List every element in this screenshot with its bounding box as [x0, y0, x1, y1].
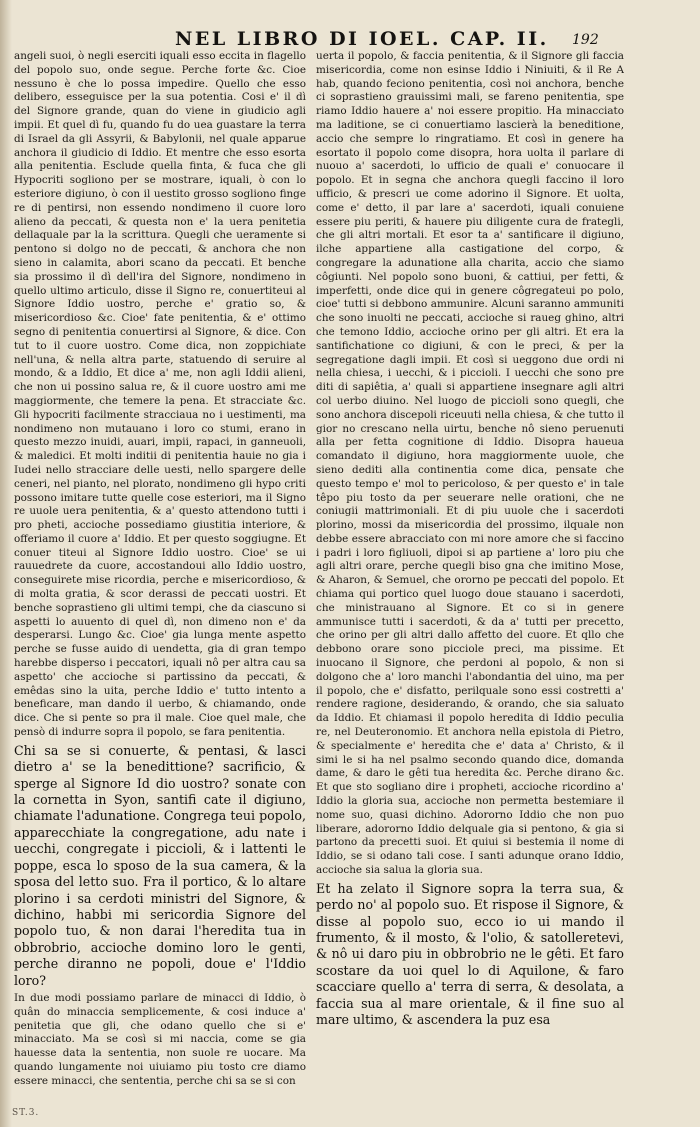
- commentary-paragraph: uerta il popolo, & faccia penitentia, & il Signore gli faccia misericordia, come non esinse Iddio i Niniuiti, & il Re A hab, quando feciono penitentia, così noi anchora, benche ci soprastieno grauissimi mali, se fareno penitentia, spe riamo Iddio hauere a' noi essere propitio. Ha minacciato ma laditione, se ci conuertiamo lascierà la beneditione, accio che sempre lo ringratiamo. Et così in genere ha esortato il popolo come disopra, hora uolta il parlare di nuouo a' sacerdoti, lo ufficio de quali e' conuocare il popolo. Et in segna che anchora quegli faccino il loro ufficio, & prescri ue come adorino il Signore. Et uolta, come e' detto, il par lare a' sacerdoti, iquali conuiene essere piu periti, & hauere piu diligente cura de frategli, che gli altri mortali. Et esor ta a' santificare il digiuno, ilche appartiene alla castigatione del corpo, & congregare la adunatione alla charita, accio che siamo côgiunti. Nel popolo sono buoni, & cattiui, per fetti, & imperfetti, onde dice qui in genere côgregateui po polo, cioe' tutti si debbono ammunire. Alcuni saranno ammuniti che sono inuolti ne peccati, accioche si raueg ghino, altri che temono Iddio, accioche orino per gli altri. Et era la santifichatione co digiuni, & con le preci, & per la segregatione dagli impii. Et così si ueggono due ordi ni nella chiesa, i uecchi, & i piccioli. I uecchi che sono pre diti di sapiêtia, a' quali si appartiene insegnare agli altri col uerbo diuino. Nel luogo de piccioli sono quegli, che sono anchora discepoli riceuuti nella chiesa, & che tutto il gior no crescano nella uirtu, benche nô sieno peruenuti alla per fetta cognitione di Iddio. Disopra haueua comandato il digiuno, hora maggiormente uuole, che sieno dediti alla continentia come dica, pensate che questo tempo e' mol to pericoloso, & per questo e' in tale têpo piu tosto da per seuerare nelle orationi, che ne coniugii mattrimoniali. Et di piu uuole che i sacerdoti plorino, mossi da misericordia del prossimo, ilquale non debbe essere abracciato con mi nore amore che si faccino i padri i loro figliuoli, dipoi si ap partiene a' loro piu che agli altri orare, perche quegli biso gna che imitino Mose, & Aharon, & Semuel, che ororno pe peccati del popolo. Et chiama qui portico quel luogo doue stauano i sacerdoti, che ministrauano al Signore. Et co si in genere ammunisce tutti i sacerdoti, & da a' tutti per precetto, che orino per gli altri dallo affetto del cuore. Et qllo che debbono orare sono picciole preci, ma pissime. Et inuocano il Signore, che perdoni al popolo, & non si dolgono che a' loro manchi l'abondantia del uino, ma per il popolo, che e' disfatto, perilquale sono essi costretti a' rendere ragione, desiderando, & orando, che sia saluato da Iddio. Et chiamasi il popolo heredita di Iddio peculia re, nel Deuteronomio. Et anchora nella epistola di Pietro, & specialmente e' heredita che e' data a' Christo, & il simi le si ha nel psalmo secondo quando dice, domanda dame, & daro le gêti tua heredita &c. Perche dirano &c. Et que sto sogliano dire i propheti, accioche ricordino a' Iddio la gloria sua, accioche non permetta bestemiare il nome suo, quasi dichino. Adororno Iddio che non puo liberare, adororno Iddio delquale gia si pentono, & gia si partono da precetti suoi. Et quiui si bestemia il nome di Iddio, se si odano tali cose. I santi adunque orano Iddio, accioche sia salua la gloria sua.: [316, 50, 624, 877]
- folio-number: 192: [572, 32, 599, 48]
- right-column: [316, 50, 624, 1100]
- scripture-verse: Et ha zelato il Signore sopra la terra sua, & perdo no' al popolo suo. Et rispose il Signore, & disse al popolo suo, ecco io ui mando il frumento, & il mosto, & l'olio, & satolleretevi, & nô ui daro piu in obbrobrio ne le gêti. Et faro scostare da uoi quel lo di Aquilone, & faro scacciare quello a' terra di serra, & desolata, a faccia sua al mare orientale, & il fine suo al mare ultimo, & ascendera la puz esa: [316, 880, 624, 1028]
- left-column: [14, 50, 306, 1100]
- commentary-paragraph: In due modi possiamo parlare de minacci di Iddio, ò quân do minaccia semplicemente, & cosi induce a' penitetia que gli, che odano quello che si e' minacciato. Ma se così si mi naccia, come se gia hauesse data la sententia, non suole re uocare. Ma quando lungamente noi uiuiamo piu tosto cre diamo essere minacci, che sententia, perche chi sa se si con: [14, 991, 306, 1087]
- commentary-paragraph: angeli suoi, ò negli eserciti iquali esso eccita in flagello del popolo suo, onde segue. Perche forte &c. Cioe nessuno è che lo possa impedire. Quello che esso delibero, esseguisce per la sua potentia. Cosi e' il dì del Signore grande, quan do viene in giudicio agli impii. Et quel dì fu, quando fu do uea guastare la terra di Israel da gli Assyrii, & Babylonii, nel quale apparue anchora il giudicio di Iddio. Et mentre che esso esorta alla penitentia. Esclude quella finta, & fuca che gli Hypocriti sogliono per se mostrare, iquali, ò con lo esteriore digiuno, ò con il uestito grosso sogliono finge re di pentirsi, non essendo nondimeno il cuore loro alieno da peccati, & questa non e' la uera penitetia dellaquale par la la scrittura. Quegli che ueramente si pentono si dolgo no de peccati, & anchora che non sieno in calamita, abori scano da peccati. Et benche sia prossimo il dì dell'ira del Signore, nondimeno in quello ultimo articulo, disse il Signo re, conuertiteui al Signore Iddio uostro, perche e' gratio so, & misericordioso &c. Cioe' fate penitentia, & e' ottimo segno di penitentia conuertirsi al Signore, & dice. Con tut to il cuore uostro. Come dica, non zoppichiate nell'una, & nella altra parte, statuendo di seruire al mondo, & a Iddio, Et dice a' me, non agli Iddii alieni, che non ui possino salua re, & il cuore uostro ami me maggiormente, che temere la pena. Et stracciate &c. Gli hypocriti facilmente stracciaua no i uestimenti, ma nondimeno non mutauano i loro co stumi, erano in questo mezzo inuidi, auari, impii, rapaci, in ganneuoli, & maledici. Et molti inditii di penitentia hauie no gia i Iudei nello stracciare delle uesti, nello spargere delle ceneri, nel pianto, nel plorato, nondimeno gli hypo criti possono imitare tutte quelle cose esteriori, ma il Signo re uuole uera penitentia, & a' questo attendono tutti i pro pheti, accioche possediamo giustitia interiore, & offeriamo il cuore a' Iddio. Et per questo soggiugne. Et conuer titeui al Signore Iddio uostro. Cioe' se ui rauuedrete da cuore, accostandoui allo Iddio uostro, conseguirete mise ricordia, perche e misericordioso, & di molta gratia, & scor derassi de peccati uostri. Et benche soprastieno gli ultimi tempi, che da ciascuno si aspetti lo auuento di quel dì, non dimeno non e' da desperarsi. Lungo &c. Cioe' gia lunga mente aspetto perche se fusse auido di uendetta, gia di gran tempo harebbe disperso i peccatori, iquali nô per altra cau sa aspetto' che accioche si partissino da peccati, & emêdas sino la uita, perche Iddio e' tutto intento a beneficare, man dando il uerbo, & chiamando, onde dice. Che si pente so pra il male. Cioe quel male, che pensò di indurre sopra il popolo, se fara penitentia.: [14, 50, 306, 739]
- page-gutter-shadow: [0, 0, 12, 1127]
- scripture-verse: Chi sa se si conuerte, & pentasi, & lasci dietro a' se la benedittione? sacrificio, & sperge al Signore Id dio uostro? sonate con la cornetta in Syon, santifi cate il digiuno, chiamate l'adunatione. Congrega teui popolo, apparecchiate la congregatione, adu nate i uecchi, congregate i piccioli, & i lattenti le poppe, esca lo sposo de la sua camera, & la sposa del letto suo. Fra il portico, & lo altare plorino i sa cerdoti ministri del Signore, & dichino, habbi mi sericordia Signore del popolo tuo, & non darai l'heredita tua in obbrobrio, accioche domino loro le genti, perche diranno ne popoli, doue e' l'Iddio loro?: [14, 742, 306, 988]
- running-head: NEL LIBRO DI IOEL. CAP. II.: [175, 28, 549, 50]
- signature-mark: ST.3.: [12, 1108, 40, 1118]
